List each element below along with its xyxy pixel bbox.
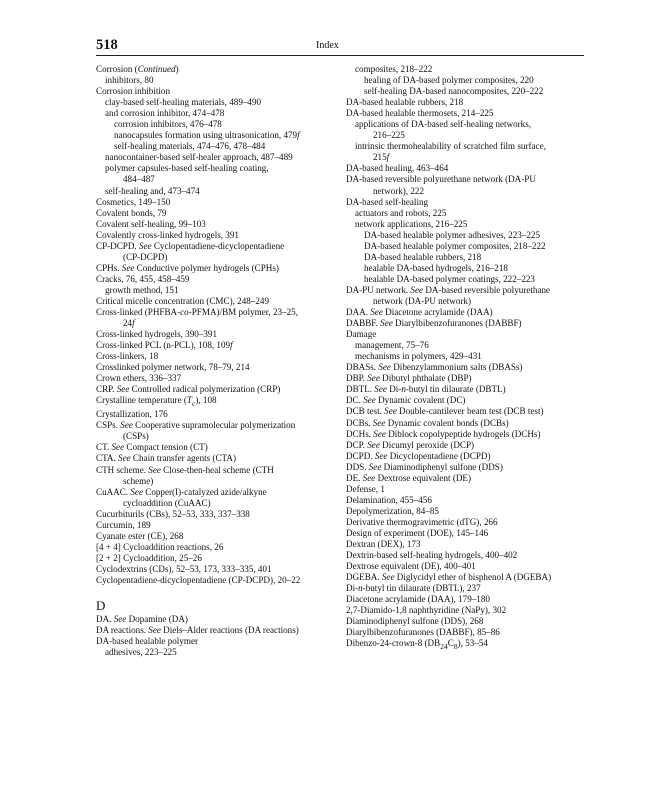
index-entry: 24f (123, 318, 135, 329)
index-entry: CP-DCPD. See Cyclopentadiene-dicyclopentadiene (96, 240, 285, 251)
index-entry: DBTL. See Di-n-butyl tin dilaurate (DBTL) (346, 384, 506, 395)
index-entry: Corrosion (Continued) (96, 64, 179, 74)
index-entry: DA-based healable rubbers, 218 (346, 97, 464, 108)
index-entry: corrosion inhibitors, 476–478 (114, 119, 222, 130)
index-entry: CuAAC. See Copper(I)-catalyzed azide/alkyne (96, 486, 267, 497)
index-entry: inhibitors, 80 (105, 75, 154, 86)
index-entry: growth method, 151 (105, 284, 179, 295)
index-entry: nanocapsules formation using ultrasonication, 479f (114, 130, 300, 141)
index-entry: healable DA-based polymer coatings, 222–223 (364, 273, 535, 284)
index-entry: Crown ethers, 336–337 (96, 373, 182, 384)
index-entry: polymer capsules-based self-healing coating, (105, 163, 269, 174)
index-entry: DBP. See Dibutyl phthalate (DBP) (346, 373, 472, 384)
index-column-left (96, 64, 336, 658)
index-entry: DBASs. See Dibenzylammonium salts (DBASs) (346, 362, 523, 373)
index-entry: DA-based healing, 463–464 (346, 163, 449, 174)
index-entry: DA-based healable polymer adhesives, 223–225 (364, 229, 541, 240)
index-entry: self-healing and, 473–474 (105, 185, 200, 196)
index-entry: DCP. See Dicumyl peroxide (DCP) (346, 439, 475, 450)
index-entry: CPHs. See Conductive polymer hydrogels (CPHs) (96, 262, 279, 273)
index-entry: adhesives, 223–225 (105, 647, 177, 658)
index-entry: Dextran (DEX), 173 (346, 539, 421, 550)
index-entry: scheme) (123, 475, 154, 486)
index-entry: 484–487 (123, 174, 155, 185)
index-entry: 2,7-Diamido-1,8 naphthyridine (NaPy), 302 (346, 605, 507, 616)
index-entry: DAA. See Diacetone acrylamide (DAA) (346, 307, 493, 318)
index-entry: Cross-linked (PHFBA-co-PFMA)/BM polymer, 23–25, (96, 307, 298, 318)
index-entry: management, 75–76 (355, 340, 429, 351)
index-entry: Covalent self-healing, 99–103 (96, 218, 206, 229)
index-entry: and corrosion inhibitor, 474–478 (105, 108, 225, 119)
index-entry: DA. See Dopamine (DA) (96, 614, 188, 625)
index-entry: Design of experiment (DOE), 145–146 (346, 527, 489, 538)
index-entry: composites, 218–222 (355, 64, 433, 74)
index-entry: DA-based self-healing (346, 196, 429, 207)
index-entry: Cross-linked PCL (n-PCL), 108, 109f (96, 340, 233, 351)
page-header (96, 37, 584, 56)
index-entry: DE. See Dextrose equivalent (DE) (346, 472, 471, 483)
index-entry: 216–225 (373, 130, 405, 141)
index-entry: Cyanate ester (CE), 268 (96, 530, 184, 541)
index-entry: CTH scheme. See Close-then-heal scheme (CTH (96, 464, 274, 475)
index-entry: network applications, 216–225 (355, 218, 468, 229)
index-entry: Damage (346, 329, 377, 340)
index-entry: Defense, 1 (346, 483, 385, 494)
index-entry: DDS. See Diaminodiphenyl sulfone (DDS) (346, 461, 503, 472)
index-entry: DA-based healable thermosets, 214–225 (346, 108, 494, 119)
page-number: 518 (96, 37, 118, 53)
index-entry: Crosslinked polymer network, 78–79, 214 (96, 362, 250, 373)
index-entry: Critical micelle concentration (CMC), 248–249 (96, 295, 269, 306)
index-entry: Cyclodextrins (CDs), 52–53, 173, 333–335, 401 (96, 563, 272, 574)
index-entry: healing of DA-based polymer composites, 220 (364, 75, 534, 86)
index-entry: Curcumin, 189 (96, 519, 151, 530)
index-entry: Covalently cross-linked hydrogels, 391 (96, 229, 239, 240)
index-entry: Diacetone acrylamide (DAA), 179–180 (346, 594, 490, 605)
index-entry: Crystalline temperature $(T_c)$, 108 (96, 395, 217, 409)
index-entry: Cosmetics, 149–150 (96, 196, 171, 207)
index-entry: intrinsic thermohealability of scratched film surface, (355, 141, 546, 152)
index-entry: DA-based reversible polyurethane network (DA-PU (346, 174, 536, 185)
running-head: Index (316, 40, 339, 51)
index-entry: mechanisms in polymers, 429–431 (355, 351, 482, 362)
index-entry: Diaminodiphenyl sulfone (DDS), 268 (346, 616, 484, 627)
index-entry: Diarylbibenzofuranones (DABBF), 85–86 (346, 627, 500, 638)
index-entry: Di-n-butyl tin dilaurate (DBTL), 237 (346, 583, 481, 594)
index-entry: Cyclopentadiene-dicyclopentadiene (CP-DCPD), 20–22 (96, 574, 301, 585)
index-entry: DA-based healable polymer composites, 218–222 (364, 240, 546, 251)
index-entry: DGEBA. See Diglycidyl ether of bisphenol A (DGEBA) (346, 572, 552, 583)
index-entry: CTA. See Chain transfer agents (CTA) (96, 453, 236, 464)
index-entry: Cracks, 76, 455, 458–459 (96, 273, 190, 284)
index-entry: Covalent bonds, 79 (96, 207, 167, 218)
index-entry: DABBF. See Diarylbibenzofuranones (DABBF) (346, 318, 522, 329)
index-entry: Cross-linked hydrogels, 390–391 (96, 329, 217, 340)
index-entry: DCB test. See Double-cantilever beam test (DCB test) (346, 406, 544, 417)
index-entry: Derivative thermogravimetric (dTG), 266 (346, 516, 498, 527)
index-entry: DA reactions. See Diels–Alder reactions (DA reactions) (96, 625, 299, 636)
index-entry: DCBs. See Dynamic covalent bonds (DCBs) (346, 417, 509, 428)
index-entry: Depolymerization, 84–85 (346, 505, 439, 516)
index-entry: CT. See Compact tension (CT) (96, 442, 208, 453)
index-column-right (346, 64, 586, 652)
section-letter: D (96, 598, 106, 614)
index-entry: applications of DA-based self-healing networks, (355, 119, 532, 130)
index-entry: DC. See Dynamic covalent (DC) (346, 395, 466, 406)
index-entry: healable DA-based hydrogels, 216–218 (364, 262, 508, 273)
index-entry: Corrosion inhibition (96, 86, 171, 97)
index-entry: DCPD. See Dicyclopentadiene (DCPD) (346, 450, 491, 461)
index-entry: Delamination, 455–456 (346, 494, 432, 505)
index-entry: (CSPs) (123, 431, 149, 442)
index-entry: DCHs. See Diblock copolypeptide hydrogels (DCHs) (346, 428, 541, 439)
index-entry: CSPs. See Cooperative supramolecular polymerization (96, 420, 296, 431)
index-entry: CRP. See Controlled radical polymerization (CRP) (96, 384, 281, 395)
index-entry: 215f (373, 152, 390, 163)
section-gap (96, 586, 336, 596)
index-entry: (CP-DCPD) (123, 251, 168, 262)
index-entry: DA-based healable rubbers, 218 (364, 251, 482, 262)
index-entry: nanocontainer-based self-healer approach, 487–489 (105, 152, 293, 163)
index-entry: clay-based self-healing materials, 489–490 (105, 97, 262, 108)
index-entry: network), 222 (373, 185, 425, 196)
index-entry: Dextrose equivalent (DE), 400–401 (346, 561, 476, 572)
index-entry: Cucurbiturils (CBs), 52–53, 333, 337–338 (96, 508, 250, 519)
index-entry: self-healing materials, 474–476, 478–484 (114, 141, 266, 152)
index-entry: [2 + 2] Cycloaddition, 25–26 (96, 552, 202, 563)
index-entry: Dextrin-based self-healing hydrogels, 400–402 (346, 550, 518, 561)
index-entry: actuators and robots, 225 (355, 207, 447, 218)
index-entry: cycloaddition (CuAAC) (123, 497, 211, 508)
index-entry: self-healing DA-based nanocomposites, 220–222 (364, 86, 544, 97)
index-entry: network (DA-PU network) (373, 295, 471, 306)
index-entry: [4 + 4] Cycloaddition reactions, 26 (96, 541, 224, 552)
index-entry: DA-based healable polymer (96, 636, 199, 647)
index-entry: DA-PU network. See DA-based reversible polyurethane (346, 284, 551, 295)
index-entry: Crystallization, 176 (96, 409, 168, 420)
index-entry: Dibenzo-24-crown-8 $(DB_{24}C_8)$, 53–54 (346, 638, 488, 652)
index-entry: Cross-linkers, 18 (96, 351, 159, 362)
